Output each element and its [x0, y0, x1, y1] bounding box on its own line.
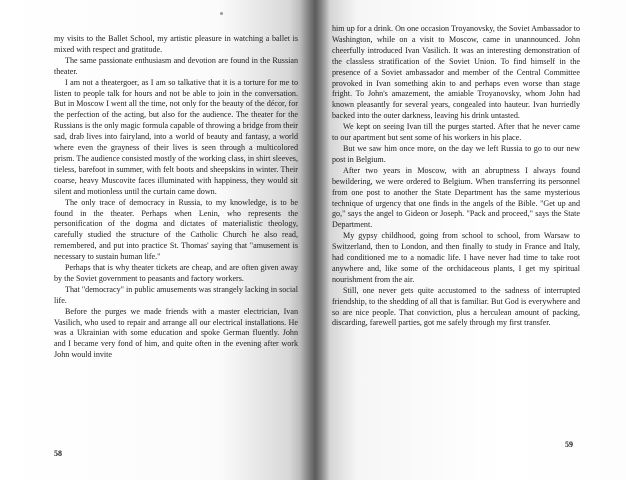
left-paragraph-4: The only trace of democracy in Russia, to my knowledge, is to be found in the theater. Perhaps when Lenin, who represents the personification of the dogma and dictates of materialistic theology, carefully studied the structure of the Catholic Church he also read, remembered, and put into practice St. Thomas' saying that "amusement is necessary to sustain human life." — [54, 197, 298, 262]
left-paragraph-1: my visits to the Ballet School, my artistic pleasure in watching a ballet is mixed with respect and gratitude. — [54, 34, 298, 54]
left-paragraph-5: Perhaps that is why theater tickets are cheap, and are often given away by the Soviet government to peasants and factory workers. — [54, 263, 298, 283]
left-paragraph-3: I am not a theatergoer, as I am so talkative that it is a torture for me to listen to people talk for hours and not be able to join in the conversation. But in Moscow I went all the time, not only for the beauty of the décor, for the perfection of the acting, but also for the audience. The theater for the Russians is the only magic formula capable of throwing a bridge from their sad, drab lives into fairyland, into a world of beauty and fantasy, a world where even the grayness of their lives is seen through a multicolored prism. The audience consisted mostly of the working class, in shirt sleeves, tieless, barefoot in summer, with felt boots and sheepskins in winter. Their coarse, heavy Muscovite faces illuminated with happiness, they would sit silent and motionless until the curtain came down. — [54, 77, 298, 196]
left-paragraph-7: Before the purges we made friends with a master electrician, Ivan Vasilich, who used to repair and arrange all our electrical installations. He was a Ukrainian with some education and spoke German fluently. John and I became very fond of him, and quite often in the evening after work John would invite — [54, 306, 298, 360]
right-paragraph-1: him up for a drink. On one occasion Troyanovsky, the Soviet Ambassador to Washington, while on a visit to Moscow, came in unannounced. John cheerfully introduced Ivan Vasilich. It was an interesting demonstration of the classless stratification of the Soviet Union. To find himself in the presence of a Soviet ambassador and member of the Central Committee provoked in Ivan something akin to and perhaps even worse than stage fright. To John's amazement, the amiable Troyanovsky, whom John had known pleasantly for several years, congealed into hauteur. Ivan hurriedly backed into the outer darkness, leaving his drink untasted. — [332, 24, 580, 121]
right-paragraph-6: Still, one never gets quite accustomed to the sadness of interrupted friendship, to the shedding of all that is familiar. But God is everywhere and so are nice people. That conviction, plus a herculean amount of packing, discarding, farewell parties, got me safely through my first transfer. — [332, 285, 580, 328]
left-paragraph-2: The same passionate enthusiasm and devotion are found in the Russian theater. — [54, 55, 298, 76]
right-page-body — [332, 24, 580, 329]
left-page-body — [54, 34, 298, 361]
left-paragraph-6: That "democracy" in public amusements was strangely lacking in social life. — [54, 284, 298, 305]
right-page-number: 59 — [565, 440, 573, 449]
right-paragraph-5: My gypsy childhood, going from school to school, from Warsaw to Switzerland, then to London, and then finally to study in France and Italy, had conditioned me to a nomadic life. I have never had time to take root anywhere and, like some of the orchidaceous plants, I get my spiritual nourishment from the air. — [332, 231, 580, 284]
right-paragraph-2: We kept on seeing Ivan till the purges started. After that he never came to our apartment but sent some of his workers in his place. — [332, 122, 580, 143]
left-page-number: 58 — [54, 449, 62, 458]
right-paragraph-3: But we saw him once more, on the day we left Russia to go to our new post in Belgium. — [332, 143, 580, 164]
right-paragraph-4: After two years in Moscow, with an abruptness I always found bewildering, we were ordered to Belgium. When transferring its personnel from one post to another the State Department has the same mysterious technique of urgency that one finds in the angels of the Bible. "Get up and go," says the angel to Gideon or Joseph. "Pack and proceed," says the State Department. — [332, 165, 580, 230]
